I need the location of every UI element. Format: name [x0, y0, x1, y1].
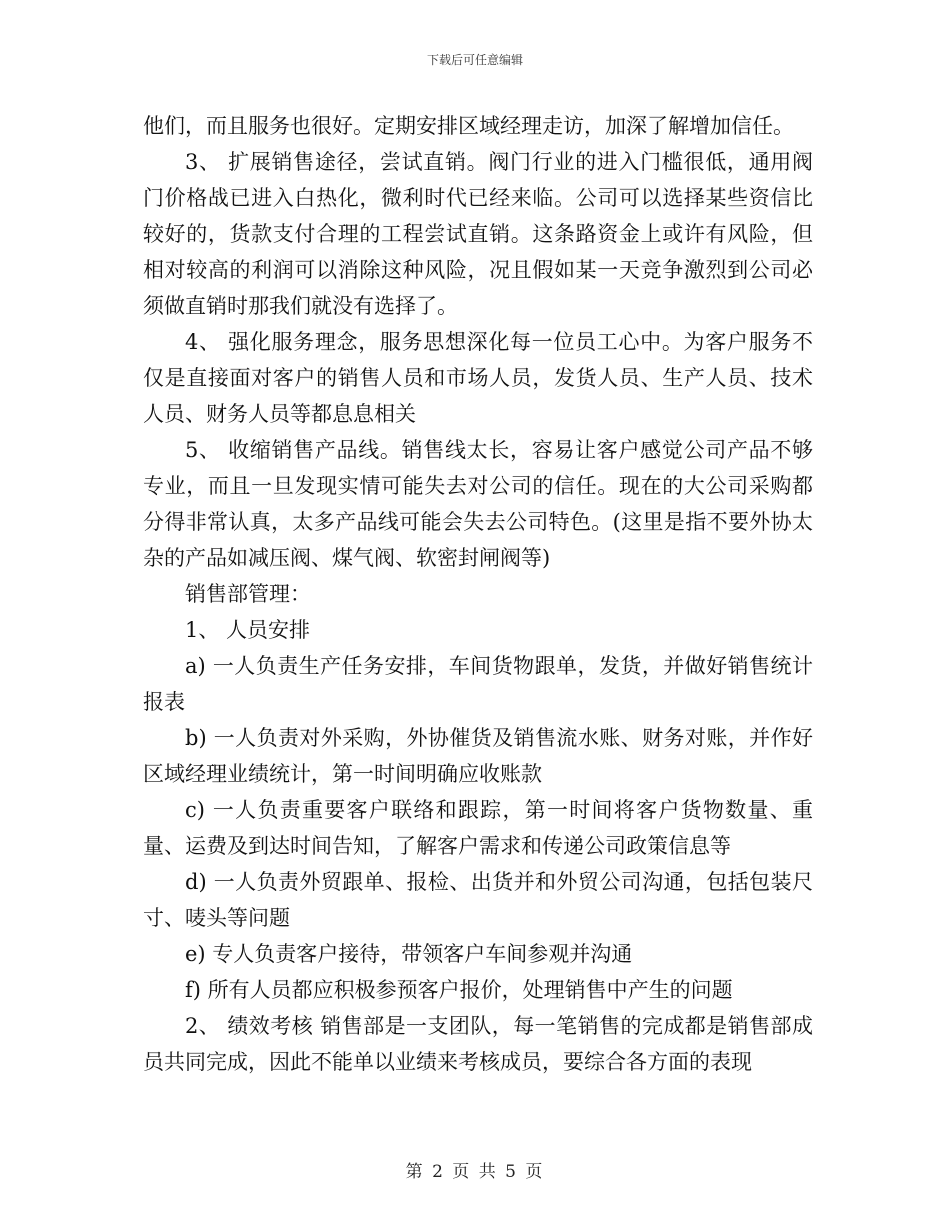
subheading-staffing: 1、 人员安排 — [185, 618, 311, 642]
list-item-a: a) 一人负责生产任务安排，车间货物跟单，发货，并做好销售统计报表 — [143, 654, 813, 714]
paragraph-continuation: 他们，而且服务也很好。定期安排区域经理走访，加深了解增加信任。 — [143, 114, 794, 138]
list-item-e: e) 专人负责客户接待，带领客户车间参观并沟通 — [185, 942, 633, 966]
document-body — [143, 108, 813, 1080]
page-footer-number: 第 2 页 共 5 页 — [405, 1162, 545, 1182]
list-item-b: b) 一人负责对外采购，外协催货及销售流水账、财务对账，并作好区域经理业绩统计，第一时间明确应收账款 — [143, 726, 813, 786]
paragraph-item-4: 4、 强化服务理念，服务思想深化每一位员工心中。为客户服务不仅是直接面对客户的销售人员和市场人员，发货人员、生产人员、技术人员、财务人员等都息息相关 — [143, 330, 813, 426]
list-item-f: f) 所有人员都应积极参预客户报价，处理销售中产生的问题 — [185, 978, 733, 1002]
page-header: 下载后可任意编辑 — [426, 53, 523, 67]
paragraph-item-5: 5、 收缩销售产品线。销售线太长，容易让客户感觉公司产品不够专业，而且一旦发现实情可能失去对公司的信任。现在的大公司采购都分得非常认真，太多产品线可能会失去公司特色。(这里是指不要外协太杂的产品如减压阀、煤气阀、软密封闸阀等) — [143, 438, 813, 570]
list-item-c: c) 一人负责重要客户联络和跟踪，第一时间将客户货物数量、重量、运费及到达时间告知，了解客户需求和传递公司政策信息等 — [143, 798, 813, 858]
section-heading-sales-management: 销售部管理： — [185, 582, 311, 606]
subheading-performance: 2、 绩效考核 销售部是一支团队，每一笔销售的完成都是销售部成员共同完成，因此不能单以业绩来考核成员，要综合各方面的表现 — [143, 1014, 813, 1074]
paragraph-item-3: 3、 扩展销售途径，尝试直销。阀门行业的进入门槛很低，通用阀门价格战已进入白热化，微利时代已经来临。公司可以选择某些资信比较好的，货款支付合理的工程尝试直销。这条路资金上或许有风险，但相对较高的利润可以消除这种风险，况且假如某一天竞争激烈到公司必须做直销时那我们就没有选择了。 — [143, 150, 813, 318]
list-item-d: d) 一人负责外贸跟单、报检、出货并和外贸公司沟通，包括包装尺寸、唛头等问题 — [143, 870, 813, 930]
